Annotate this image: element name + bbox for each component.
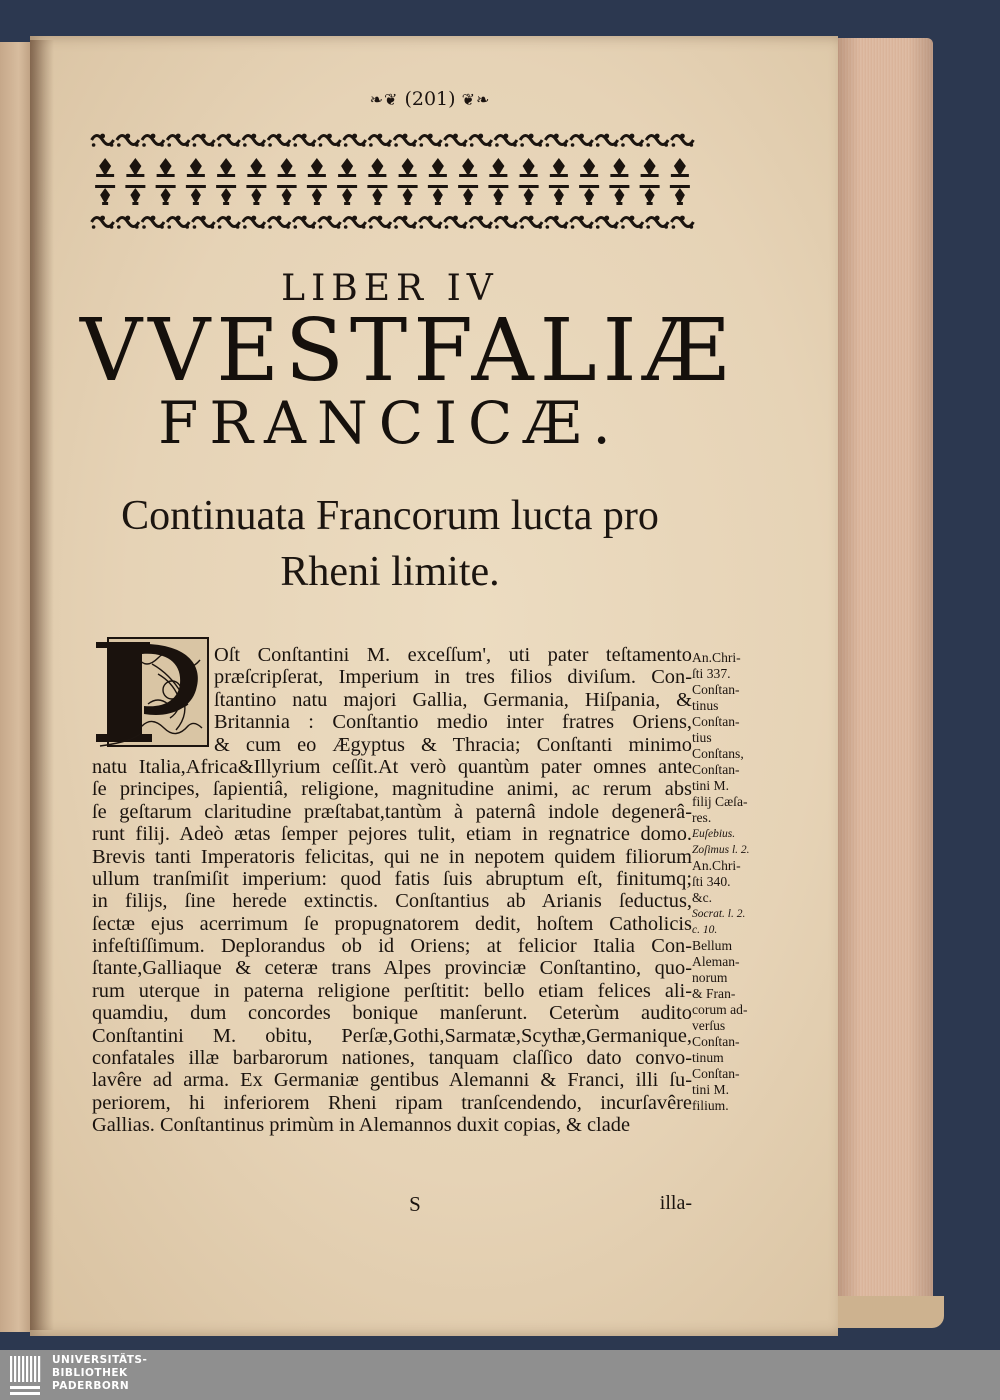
body-line: Gallias. Conſtantinus primùm in Alemannos duxit copias, & clade bbox=[92, 1114, 631, 1137]
ornament-glyph-icon bbox=[394, 134, 416, 147]
title-main: VVESTFALIÆ bbox=[80, 301, 735, 401]
body-line: periorem, hi inferiorem Rheni ripam tranſcendendo, incurſavêre bbox=[92, 1091, 692, 1114]
body-line: & cum eo Ægyptus & Thracia; Conſtanti minimo bbox=[214, 733, 692, 756]
margin-note: tini M. bbox=[692, 778, 730, 793]
margin-note: Conſtan- bbox=[692, 1066, 740, 1081]
margin-note: Aleman- bbox=[692, 954, 740, 969]
ornament-glyph-icon bbox=[142, 216, 164, 229]
margin-note: An.Chri- bbox=[692, 650, 741, 665]
ornament-glyph-icon bbox=[399, 158, 417, 177]
running-header: ❧❦ (201) ❦❧ bbox=[369, 88, 491, 110]
body-line: Conſtantini M. obitu, Perſæ,Gothi,Sarmatæ,Scythæ,Germanique, bbox=[92, 1024, 692, 1047]
ornament-glyph-icon bbox=[308, 158, 326, 177]
page-gutter bbox=[30, 40, 54, 1330]
book-bottom-edge bbox=[826, 1296, 944, 1328]
ornament-glyph-icon bbox=[610, 158, 628, 177]
margin-note: Conſtan- bbox=[692, 1034, 740, 1049]
ornament-glyph-icon bbox=[609, 185, 629, 205]
margin-note: corum ad- bbox=[692, 1002, 748, 1017]
margin-note: Conſtan- bbox=[692, 682, 740, 697]
margin-note: norum bbox=[692, 970, 728, 985]
ornament-glyph-icon bbox=[641, 158, 659, 177]
ornament-glyph-icon bbox=[489, 158, 507, 177]
ornament-glyph-icon bbox=[156, 185, 176, 205]
ornament-glyph-icon bbox=[520, 216, 542, 229]
ornament-glyph-icon bbox=[459, 158, 477, 177]
body-line: Britannia : Conſtantio medio inter fratres Oriens, bbox=[214, 711, 692, 734]
ornament-glyph-icon bbox=[157, 158, 175, 177]
left-fleuron-icon: ❧❦ bbox=[369, 90, 399, 109]
margin-notes bbox=[692, 650, 772, 1114]
margin-note: Zoſimus l. 2. bbox=[692, 844, 750, 856]
ornament-glyph-icon bbox=[520, 134, 542, 147]
ornament-glyph-icon bbox=[318, 216, 340, 229]
right-fleuron-icon: ❦❧ bbox=[461, 90, 491, 109]
ornament-glyph-icon bbox=[92, 216, 114, 229]
ornament-glyph-icon bbox=[419, 216, 441, 229]
book-number: LIBER IV bbox=[281, 268, 499, 309]
ornament-glyph-icon bbox=[368, 158, 386, 177]
body-line: lavêre ad arma. Ex Germaniæ gentibus Alemanni & Franci, illi ſu- bbox=[92, 1069, 692, 1092]
ornament-glyph-icon bbox=[398, 185, 418, 205]
body-line: infeſtiſſimum. Deplorandus ob id Oriens; at felicior Italia Con- bbox=[92, 935, 692, 958]
library-name-line-1: UNIVERSITÄTS- bbox=[52, 1354, 148, 1366]
ornament-glyph-icon bbox=[277, 185, 297, 205]
ornament-glyph-icon bbox=[293, 134, 315, 147]
ornament-glyph-icon bbox=[217, 158, 235, 177]
ornament-glyph-icon bbox=[243, 216, 265, 229]
margin-note: &c. bbox=[692, 890, 713, 905]
ornament-glyph-icon bbox=[596, 216, 618, 229]
ornament-glyph-icon bbox=[519, 185, 539, 205]
ornament-glyph-icon bbox=[646, 216, 668, 229]
ornament-glyph-icon bbox=[307, 185, 327, 205]
margin-note: Conſtan- bbox=[692, 762, 740, 777]
library-footer-bar bbox=[0, 1350, 1000, 1400]
ornament-glyph-icon bbox=[186, 185, 206, 205]
ornament-glyph-icon bbox=[218, 216, 240, 229]
subtitle-line-1: Continuata Francorum lucta pro bbox=[121, 493, 659, 539]
library-name bbox=[52, 1354, 147, 1393]
ornament-glyph-icon bbox=[579, 185, 599, 205]
ornament-glyph-icon bbox=[278, 158, 296, 177]
ornament-glyph-icon bbox=[167, 134, 189, 147]
margin-note: tini M. bbox=[692, 1082, 730, 1097]
ornament-glyph-icon bbox=[545, 134, 567, 147]
margin-note: Socrat. l. 2. bbox=[692, 908, 746, 920]
library-name-line-3: PADERBORN bbox=[52, 1380, 130, 1392]
ornament-glyph-icon bbox=[192, 216, 214, 229]
body-line: confatales illæ barbarorum nationes, tanquam claſſico dato convo- bbox=[92, 1047, 692, 1070]
subtitle-line-2: Rheni limite. bbox=[280, 549, 500, 595]
margin-note: ſti 337. bbox=[692, 666, 731, 681]
ornament-glyph-icon bbox=[640, 185, 660, 205]
ornament-glyph-icon bbox=[293, 216, 315, 229]
ornament-glyph-icon bbox=[445, 216, 467, 229]
ornament-glyph-icon bbox=[369, 216, 391, 229]
ornament-glyph-icon bbox=[571, 134, 593, 147]
margin-note: ſti 340. bbox=[692, 874, 731, 889]
chapter-subtitle bbox=[80, 488, 700, 600]
margin-note: res. bbox=[692, 810, 712, 825]
body-line: rum uterque in paterna religione perſtitit: bello etiam felices ali- bbox=[92, 979, 692, 1002]
ornament-glyph-icon bbox=[550, 158, 568, 177]
body-line: ſe geſtarum claritudine præſtabat,tantùm à paternâ indole degenerâ- bbox=[92, 800, 692, 823]
margin-note: & Fran- bbox=[692, 986, 736, 1001]
margin-note: Euſebius. bbox=[692, 828, 736, 840]
ornament-glyph-icon bbox=[621, 216, 643, 229]
ornament-glyph-icon bbox=[428, 185, 448, 205]
margin-note: Conſtans, bbox=[692, 746, 744, 761]
margin-note: An.Chri- bbox=[692, 858, 741, 873]
signature-mark: S bbox=[409, 1192, 421, 1216]
ornament-glyph-icon bbox=[495, 216, 517, 229]
book-fore-edge-shade bbox=[835, 38, 933, 1318]
body-line: Oſt Conſtantini M. exceſſum', uti pater teſtamento bbox=[214, 644, 692, 666]
ornament-glyph-icon bbox=[96, 158, 114, 177]
facing-page-edge bbox=[0, 42, 34, 1332]
body-line: ſtantino natu majori Gallia, Germania, Hiſpania, & bbox=[214, 688, 692, 711]
ornament-glyph-icon bbox=[268, 134, 290, 147]
ornament-glyph-icon bbox=[394, 216, 416, 229]
ornament-glyph-icon bbox=[247, 158, 265, 177]
ornament-glyph-icon bbox=[246, 185, 266, 205]
body-line: præſcripſerat, Imperium in tres filios diviſum. Con- bbox=[214, 666, 692, 689]
body-line: runt filij. Adeò ætas ſemper pejores tulit, etiam in regnatrice domo. bbox=[92, 823, 692, 846]
ornament-glyph-icon bbox=[218, 134, 240, 147]
body-line: ullum tranſmiſit imperium: quod fatis ſuis abruptum eſt, finitumq; bbox=[92, 867, 692, 890]
ornament-glyph-icon bbox=[621, 134, 643, 147]
ornament-glyph-icon bbox=[646, 134, 668, 147]
ornament-glyph-icon bbox=[92, 134, 114, 147]
ornament-glyph-icon bbox=[192, 134, 214, 147]
ornament-glyph-icon bbox=[470, 134, 492, 147]
ornament-glyph-icon bbox=[367, 185, 387, 205]
ornament-glyph-icon bbox=[126, 158, 144, 177]
ornament-glyph-icon bbox=[571, 216, 593, 229]
body-line: ſe principes, ſapientiâ, religione, magnitudine animi, ac rerum abs bbox=[92, 778, 692, 801]
ornament-glyph-icon bbox=[495, 134, 517, 147]
ornament-glyph-icon bbox=[488, 185, 508, 205]
ornament-glyph-icon bbox=[95, 185, 115, 205]
ornament-glyph-icon bbox=[369, 134, 391, 147]
body-text bbox=[92, 644, 692, 1137]
body-line: Brevis tanti Imperatoris felicitas, qui ne in nepotem quidem filiorum bbox=[92, 845, 692, 868]
body-line: ſectæ ejus acerrimum ſe propugnatorem dedit, hoſtem Catholicis bbox=[92, 912, 692, 935]
ornament-glyph-icon bbox=[318, 134, 340, 147]
ornament-glyph-icon bbox=[344, 216, 366, 229]
ornament-glyph-icon bbox=[670, 185, 690, 205]
margin-note: Conſtan- bbox=[692, 714, 740, 729]
ornament-glyph-icon bbox=[596, 134, 618, 147]
ornament-glyph-icon bbox=[671, 216, 693, 229]
margin-note: tinum bbox=[692, 1050, 724, 1065]
library-name-line-2: BIBLIOTHEK bbox=[52, 1367, 128, 1379]
ornament-glyph-icon bbox=[243, 134, 265, 147]
margin-note: tius bbox=[692, 730, 712, 745]
title-second: FRANCICÆ. bbox=[158, 389, 622, 457]
ornament-glyph-icon bbox=[125, 185, 145, 205]
margin-note: filij Cæſa- bbox=[692, 794, 748, 809]
ornament-glyph-icon bbox=[520, 158, 538, 177]
ornament-glyph-icon bbox=[671, 134, 693, 147]
ornament-glyph-icon bbox=[549, 185, 569, 205]
body-line: natu Italia,Africa&Illyrium ceſſit.At verò quantùm pater omnes ante bbox=[92, 755, 692, 778]
ornament-glyph-icon bbox=[545, 216, 567, 229]
ornament-glyph-icon bbox=[117, 216, 139, 229]
ornament-glyph-icon bbox=[458, 185, 478, 205]
body-line: in filijs, ſine herede extinctis. Conſtantius ab Arianis ſeductus, bbox=[92, 890, 692, 913]
ornament-glyph-icon bbox=[142, 134, 164, 147]
margin-note: c. 10. bbox=[692, 924, 718, 936]
margin-note: filium. bbox=[692, 1098, 729, 1113]
ornament-glyph-icon bbox=[117, 134, 139, 147]
page-number: 201 bbox=[411, 88, 449, 110]
margin-note: tinus bbox=[692, 698, 719, 713]
ornament-glyph-icon bbox=[167, 216, 189, 229]
ornament-glyph-icon bbox=[337, 185, 357, 205]
ornament-glyph-icon bbox=[187, 158, 205, 177]
ornament-glyph-icon bbox=[419, 134, 441, 147]
ornament-glyph-icon bbox=[268, 216, 290, 229]
ornament-glyph-icon bbox=[429, 158, 447, 177]
ornament-glyph-icon bbox=[338, 158, 356, 177]
margin-note: verſus bbox=[692, 1018, 726, 1033]
ornament-glyph-icon bbox=[216, 185, 236, 205]
body-line: ſtante,Galliaque & ceteræ trans Alpes provinciæ Conſtantino, quo- bbox=[92, 957, 692, 980]
ornament-glyph-icon bbox=[580, 158, 598, 177]
body-line: quamdiu, dum concordes bonique manſerunt. Ceterùm audito bbox=[92, 1002, 692, 1025]
library-logo-icon bbox=[8, 1352, 42, 1398]
typographic-ornament-band bbox=[90, 130, 695, 240]
catchword: illa- bbox=[659, 1192, 692, 1214]
margin-note: Bellum bbox=[692, 938, 733, 953]
ornament-glyph-icon bbox=[470, 216, 492, 229]
ornament-glyph-icon bbox=[344, 134, 366, 147]
ornament-glyph-icon bbox=[671, 158, 689, 177]
ornament-glyph-icon bbox=[445, 134, 467, 147]
